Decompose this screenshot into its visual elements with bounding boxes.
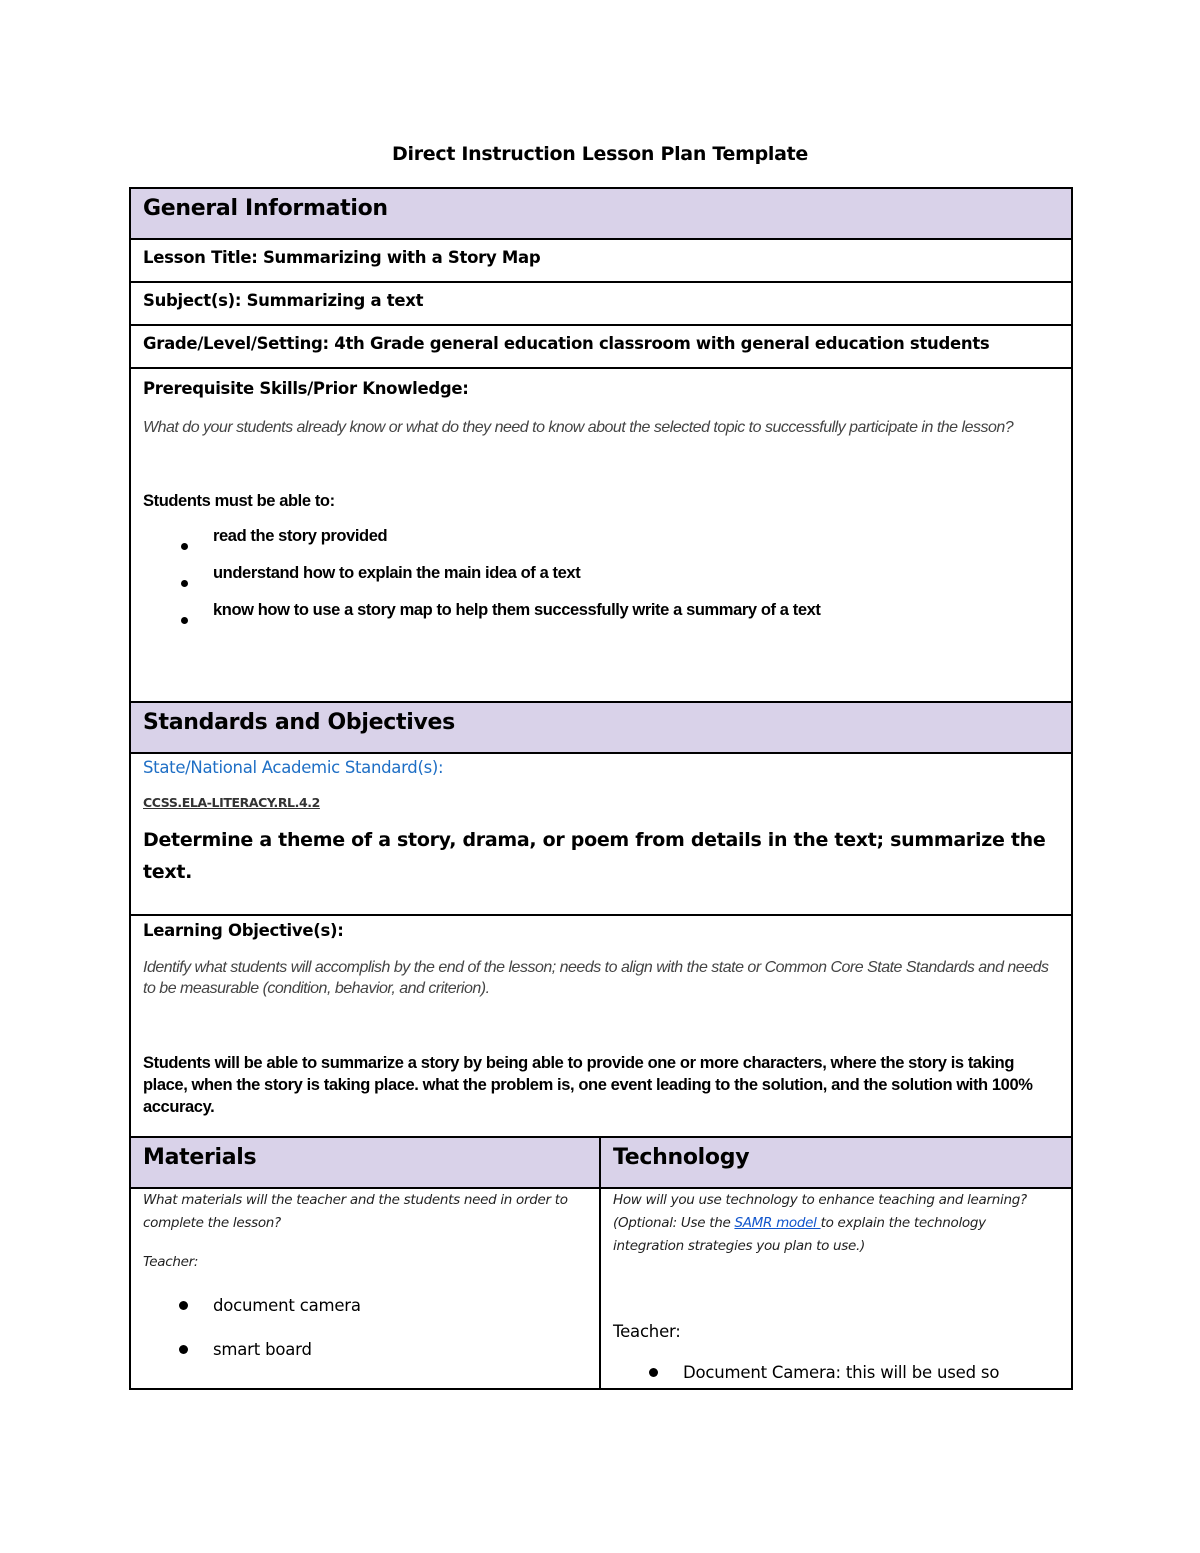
list-item: know how to use a story map to help them successfully write a summary of a text: [143, 601, 1059, 638]
prerequisite-prompt: What do your students already know or what do they need to know about the selected topic to successfully participate in the lesson?: [143, 419, 1014, 436]
standard-code: CCSS.ELA-LITERACY.RL.4.2: [143, 795, 320, 810]
materials-cell: [130, 1188, 600, 1389]
technology-item-bold: Document Camera: [683, 1363, 836, 1382]
list-item: smart board: [143, 1328, 587, 1372]
list-item: understand how to explain the main idea of a text: [143, 564, 1059, 601]
materials-list: [143, 1284, 587, 1372]
objective-cell: [130, 915, 1072, 1137]
prerequisite-skills-list: [143, 527, 1059, 638]
technology-cell: [600, 1188, 1072, 1389]
technology-prompt-after: to explain the technology integration strategies you plan to use.): [613, 1215, 986, 1254]
subjects: Subject(s): Summarizing a text: [130, 282, 1072, 325]
lesson-title: Lesson Title: Summarizing with a Story Map: [130, 239, 1072, 282]
materials-header: Materials: [130, 1137, 600, 1188]
standards-objectives-header: Standards and Objectives: [130, 702, 1072, 753]
general-information-header-row: [130, 188, 1072, 239]
lesson-title-row: [130, 239, 1072, 282]
list-item: document camera: [143, 1284, 587, 1328]
materials-prompt: What materials will the teacher and the students need in order to complete the lesson?: [143, 1192, 568, 1231]
grade-level-setting: Grade/Level/Setting: 4th Grade general education classroom with general education students: [130, 325, 1072, 368]
list-item: read the story provided: [143, 527, 1059, 564]
general-information-header: General Information: [130, 188, 1072, 239]
objective-label: Learning Objective(s):: [143, 921, 344, 940]
technology-teacher-label: Teacher:: [613, 1322, 681, 1341]
technology-list: [613, 1363, 1059, 1382]
objective-prompt: Identify what students will accomplish by the end of the lesson; needs to align with the state or Common Core State Standards and needs to be measurable (condition, behavior, and criterion).: [143, 959, 1049, 997]
samr-model-link[interactable]: SAMR model: [734, 1215, 821, 1231]
subjects-row: [130, 282, 1072, 325]
lesson-plan-table: [129, 187, 1073, 1390]
prerequisite-label: Prerequisite Skills/Prior Knowledge:: [143, 379, 469, 398]
standard-cell: [130, 753, 1072, 915]
materials-teacher-label: Teacher:: [143, 1254, 199, 1270]
technology-header: Technology: [600, 1137, 1072, 1188]
prerequisite-row: [130, 368, 1072, 702]
objective-row: [130, 915, 1072, 1137]
list-item: [613, 1363, 1059, 1382]
materials-technology-header-row: [130, 1137, 1072, 1188]
technology-prompt-before: How will you use technology to enhance teaching and learning? (Optional: Use the: [613, 1192, 1027, 1231]
standard-text: Determine a theme of a story, drama, or poem from details in the text; summarize the text.: [143, 829, 1046, 883]
students-must-label: Students must be able to:: [143, 492, 335, 510]
materials-technology-row: [130, 1188, 1072, 1389]
prerequisite-cell: [130, 368, 1072, 702]
grade-row: [130, 325, 1072, 368]
technology-item-rest: : this will be used so: [835, 1363, 1000, 1382]
document-title: Direct Instruction Lesson Plan Template: [392, 143, 808, 165]
standards-header-row: [130, 702, 1072, 753]
standard-row: [130, 753, 1072, 915]
technology-prompt: [613, 1189, 1059, 1258]
objective-text: Students will be able to summarize a story by being able to provide one or more characters, where the story is taking place, when the story is taking place. what the problem is, one event leading to the solution, and the solution with 100% accuracy.: [143, 1054, 1033, 1116]
standard-label: State/National Academic Standard(s):: [143, 758, 444, 777]
